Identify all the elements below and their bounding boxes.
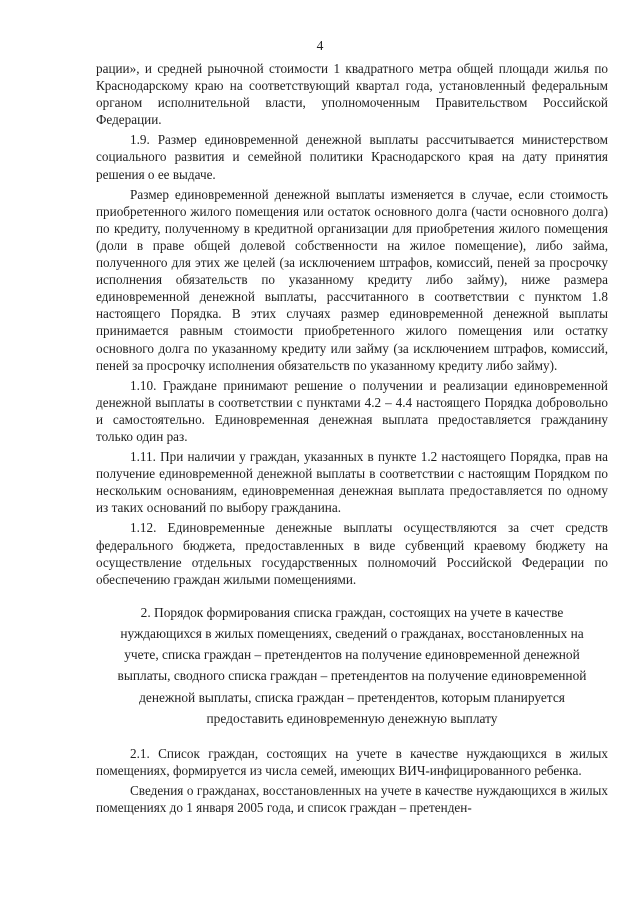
paragraph-1-10: 1.10. Граждане принимают решение о получении и реализации единовременной денежной выплаты в соответствии с пунктами 4.2 – 4.4 настоящего Порядка добровольно и самостоятельно. Единовременная денежная выплата предоставляется гражданину только один раз. bbox=[96, 377, 608, 444]
document-body bbox=[96, 60, 608, 816]
paragraph-restored-citizens: Сведения о гражданах, восстановленных на учете в качестве нуждающихся в жилых помещениях до 1 января 2005 года, и список граждан – претенден- bbox=[96, 783, 608, 816]
paragraph-payment-change: Размер единовременной денежной выплаты изменяется в случае, если стоимость приобретенного жилого помещения или остаток основного долга (части основного долга) по кредиту, полученному в кредитной организации для приобретения жилого помещения (доли в праве общей долевой собственности на жилое помещение), либо займа, полученного для этих же целей (за исключением штрафов, комиссий, пеней за просрочку исполнения обязательств по указанному кредиту либо займу), ниже размера единовременной денежной выплаты, рассчитанного в соответствии с пунктом 1.8 настоящего Порядка. В этих случаях размер единовременной денежной выплаты принимается равным стоимости приобретенного жилого помещения или остатку основного долга по указанному кредиту или займу (за исключением штрафов, комиссий, пеней за просрочку исполнения обязательств по указанному кредиту либо займу). bbox=[96, 186, 608, 373]
paragraph-1-12: 1.12. Единовременные денежные выплаты осуществляются за счет средств федерального бюджета, предоставленных в виде субвенций краевому бюджету на осуществление отдельных государственных полномочий Российской Федерации по обеспечению граждан жилыми помещениями. bbox=[96, 520, 608, 587]
paragraph-1-11: 1.11. При наличии у граждан, указанных в пункте 1.2 настоящего Порядка, прав на получение единовременной денежной выплаты в соответствии с настоящим Порядком по нескольким основаниям, единовременная денежная выплата предоставляется по одному из таких оснований по выбору гражданина. bbox=[96, 449, 608, 516]
paragraph-2-1: 2.1. Список граждан, состоящих на учете в качестве нуждающихся в жилых помещениях, формируется из числа семей, имеющих ВИЧ-инфицированного ребенка. bbox=[96, 746, 608, 779]
page-number: 4 bbox=[316, 38, 324, 53]
paragraph-continuation: рации», и средней рыночной стоимости 1 квадратного метра общей площади жилья по Краснодарскому краю на соответствующий квартал года, установленный федеральным органом исполнительной власти, уполномоченным Правительством Российской Федерации. bbox=[96, 61, 608, 128]
section-heading: 2. Порядок формирования списка граждан, состоящих на учете в качестве нуждающихся в жилых помещениях, сведений о гражданах, восстановленных на учете, списка граждан – претендентов на получение единовременной денежной выплаты, сводного списка граждан – претендентов на получение единовременной денежной выплаты, списка граждан – претендентов, которым планируется предоставить единовременную денежную выплату bbox=[117, 604, 587, 726]
paragraph-1-9: 1.9. Размер единовременной денежной выплаты рассчитывается министерством социального развития и семейной политики Краснодарского края на дату принятия решения о ее выдаче. bbox=[96, 132, 608, 182]
